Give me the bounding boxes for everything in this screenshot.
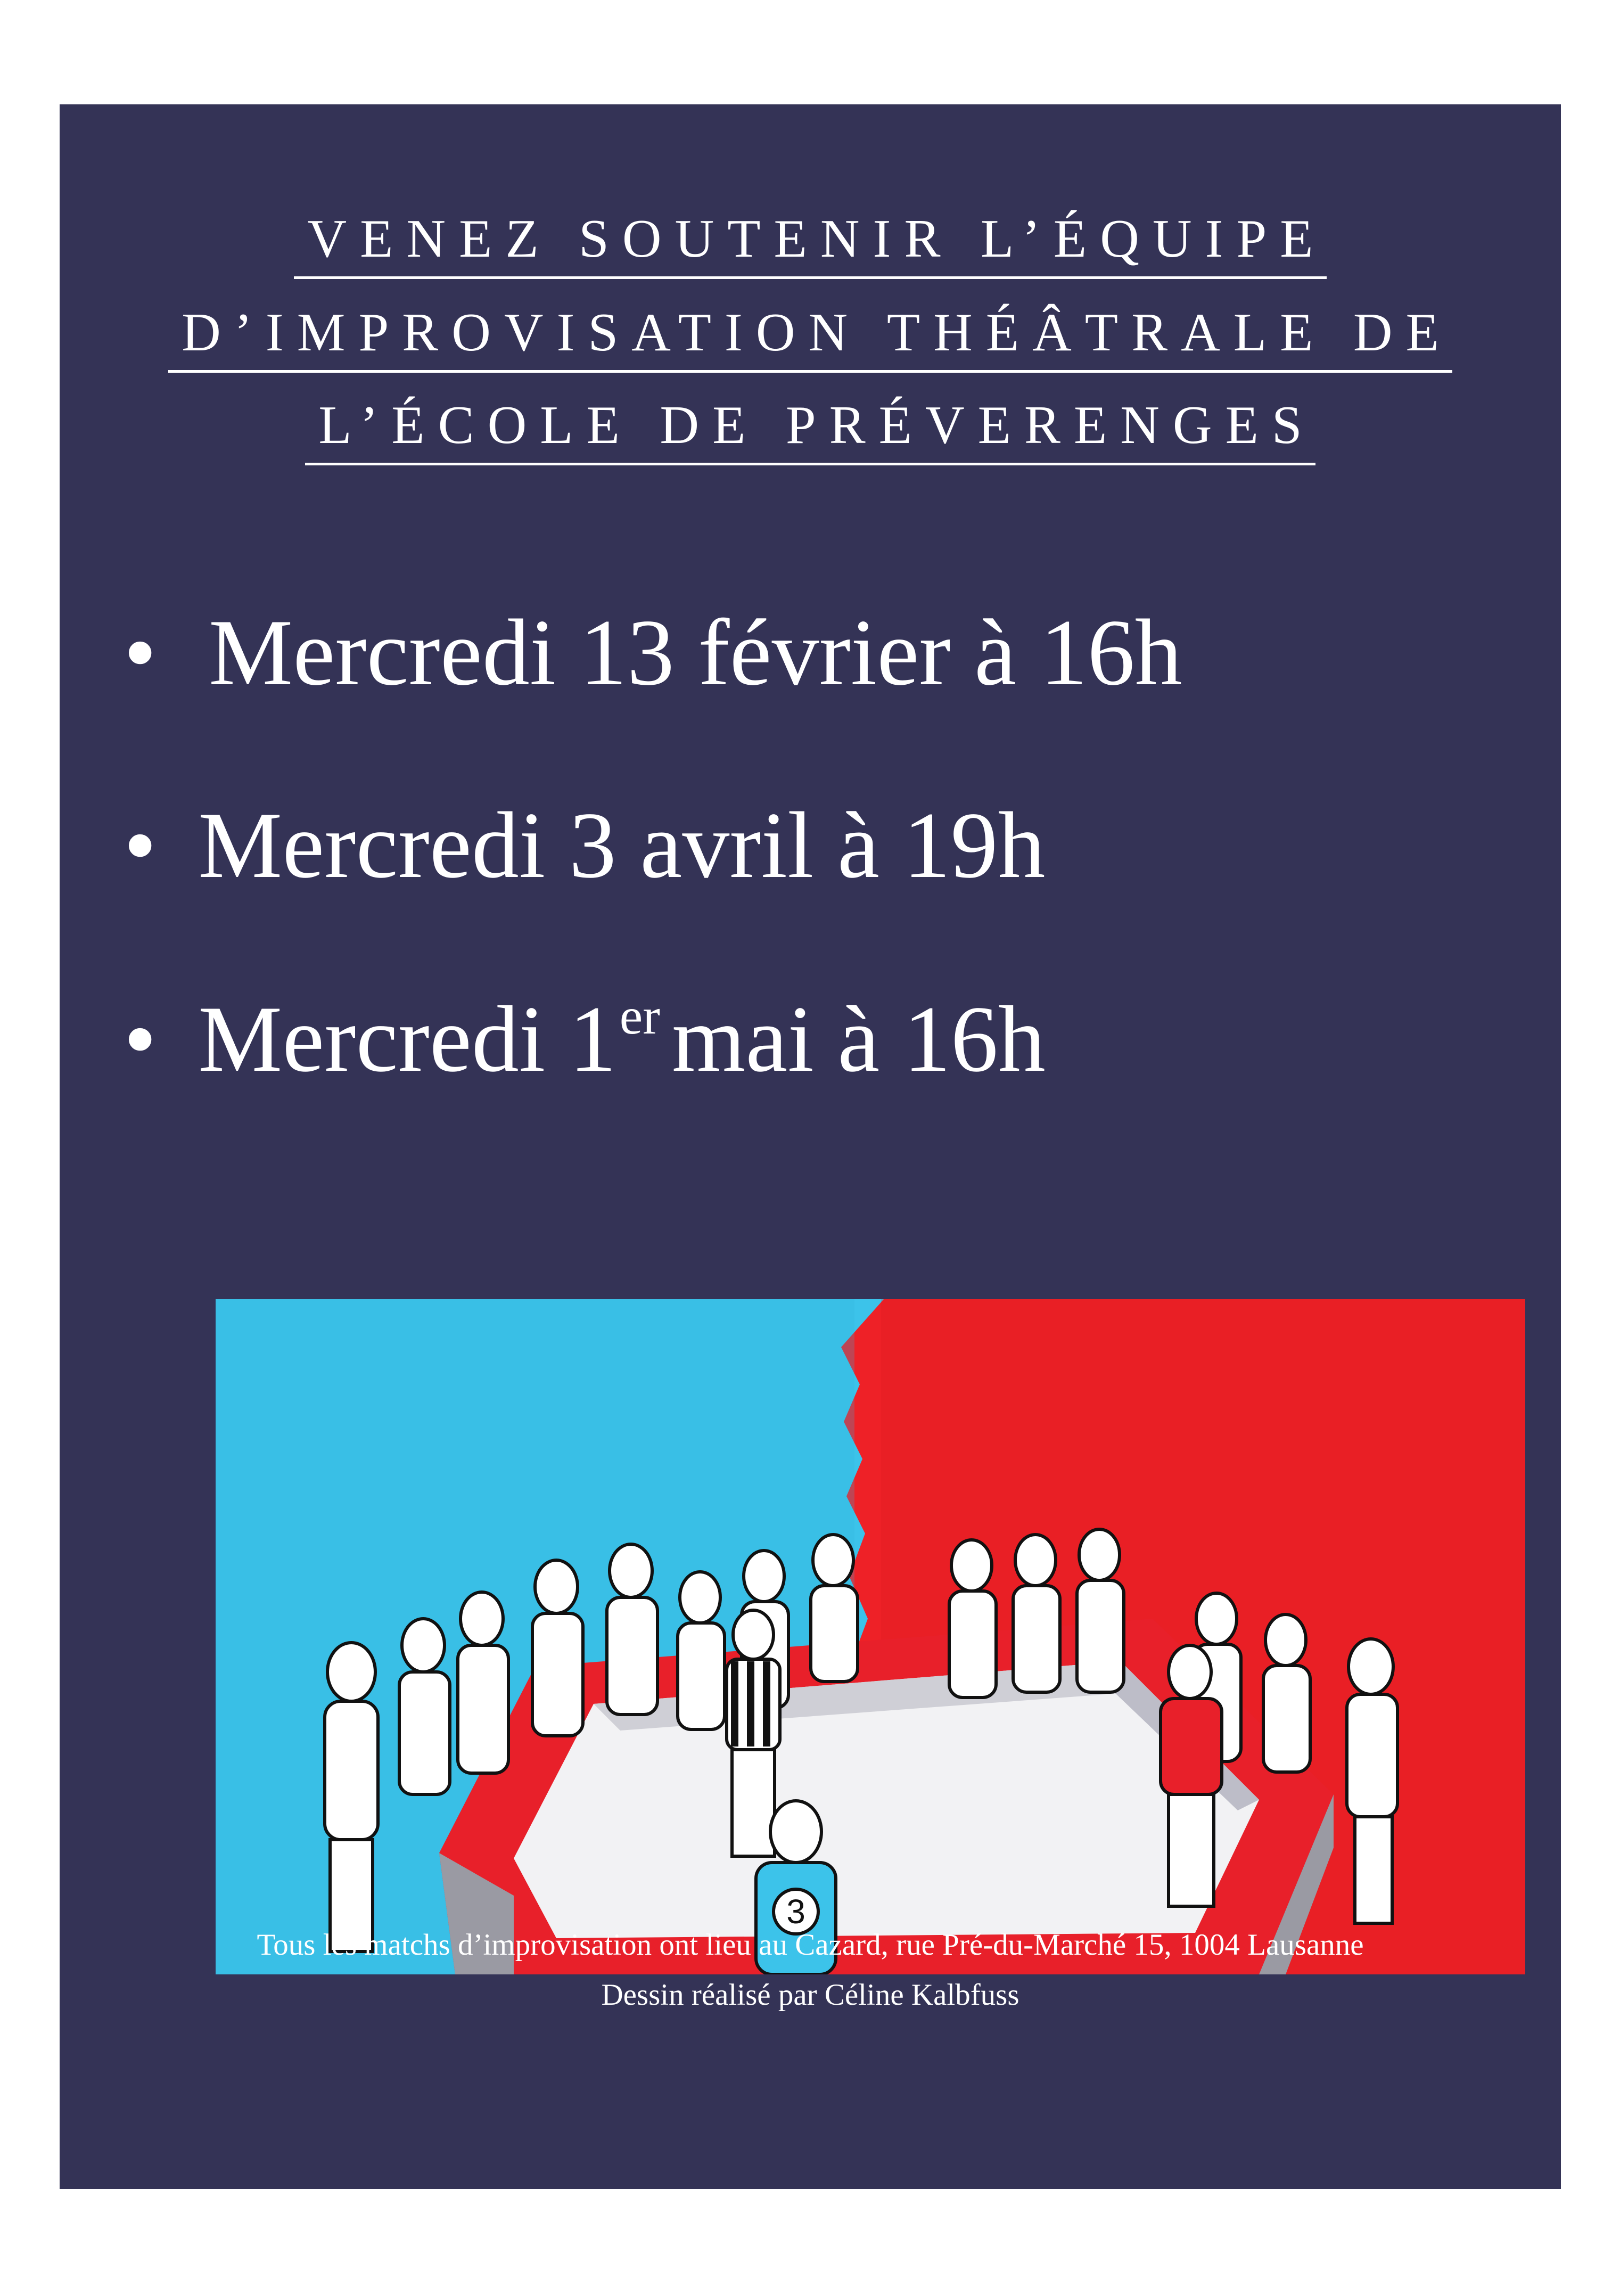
title-line-2 bbox=[60, 302, 1561, 363]
event-3-text-start: Mercredi 1 bbox=[198, 986, 616, 1092]
bullet-icon: • bbox=[124, 600, 157, 705]
poster-panel bbox=[60, 104, 1561, 2189]
improv-match-drawing-image bbox=[216, 1299, 1525, 1974]
event-3-text-end: mai à 16h bbox=[671, 986, 1046, 1092]
footer-location: Tous les matchs d’improvisation ont lieu au Cazard, rue Pré-du-Marché 15, 1004 Lausanne bbox=[257, 1928, 1364, 1962]
title-text-3: L’ÉCOLE DE PRÉVERENGES bbox=[305, 395, 1315, 465]
title-line-3 bbox=[60, 395, 1561, 455]
footer-credit: Dessin réalisé par Céline Kalbfuss bbox=[601, 1978, 1019, 2012]
event-1-text: Mercredi 13 février à 16h bbox=[209, 600, 1182, 705]
title-text-1: VENEZ SOUTENIR L’ÉQUIPE bbox=[294, 209, 1326, 279]
event-3 bbox=[124, 986, 1046, 1092]
svg-text:3: 3 bbox=[786, 1892, 805, 1931]
title-text-2: D’IMPROVISATION THÉÂTRALE DE bbox=[168, 302, 1452, 373]
event-3-ordinal: er bbox=[619, 988, 660, 1045]
event-2 bbox=[124, 792, 1046, 898]
event-2-text: Mercredi 3 avril à 19h bbox=[198, 792, 1046, 898]
bullet-icon: • bbox=[124, 986, 157, 1092]
event-1 bbox=[124, 600, 1182, 705]
title-line-1 bbox=[60, 209, 1561, 269]
bullet-icon: • bbox=[124, 792, 157, 898]
